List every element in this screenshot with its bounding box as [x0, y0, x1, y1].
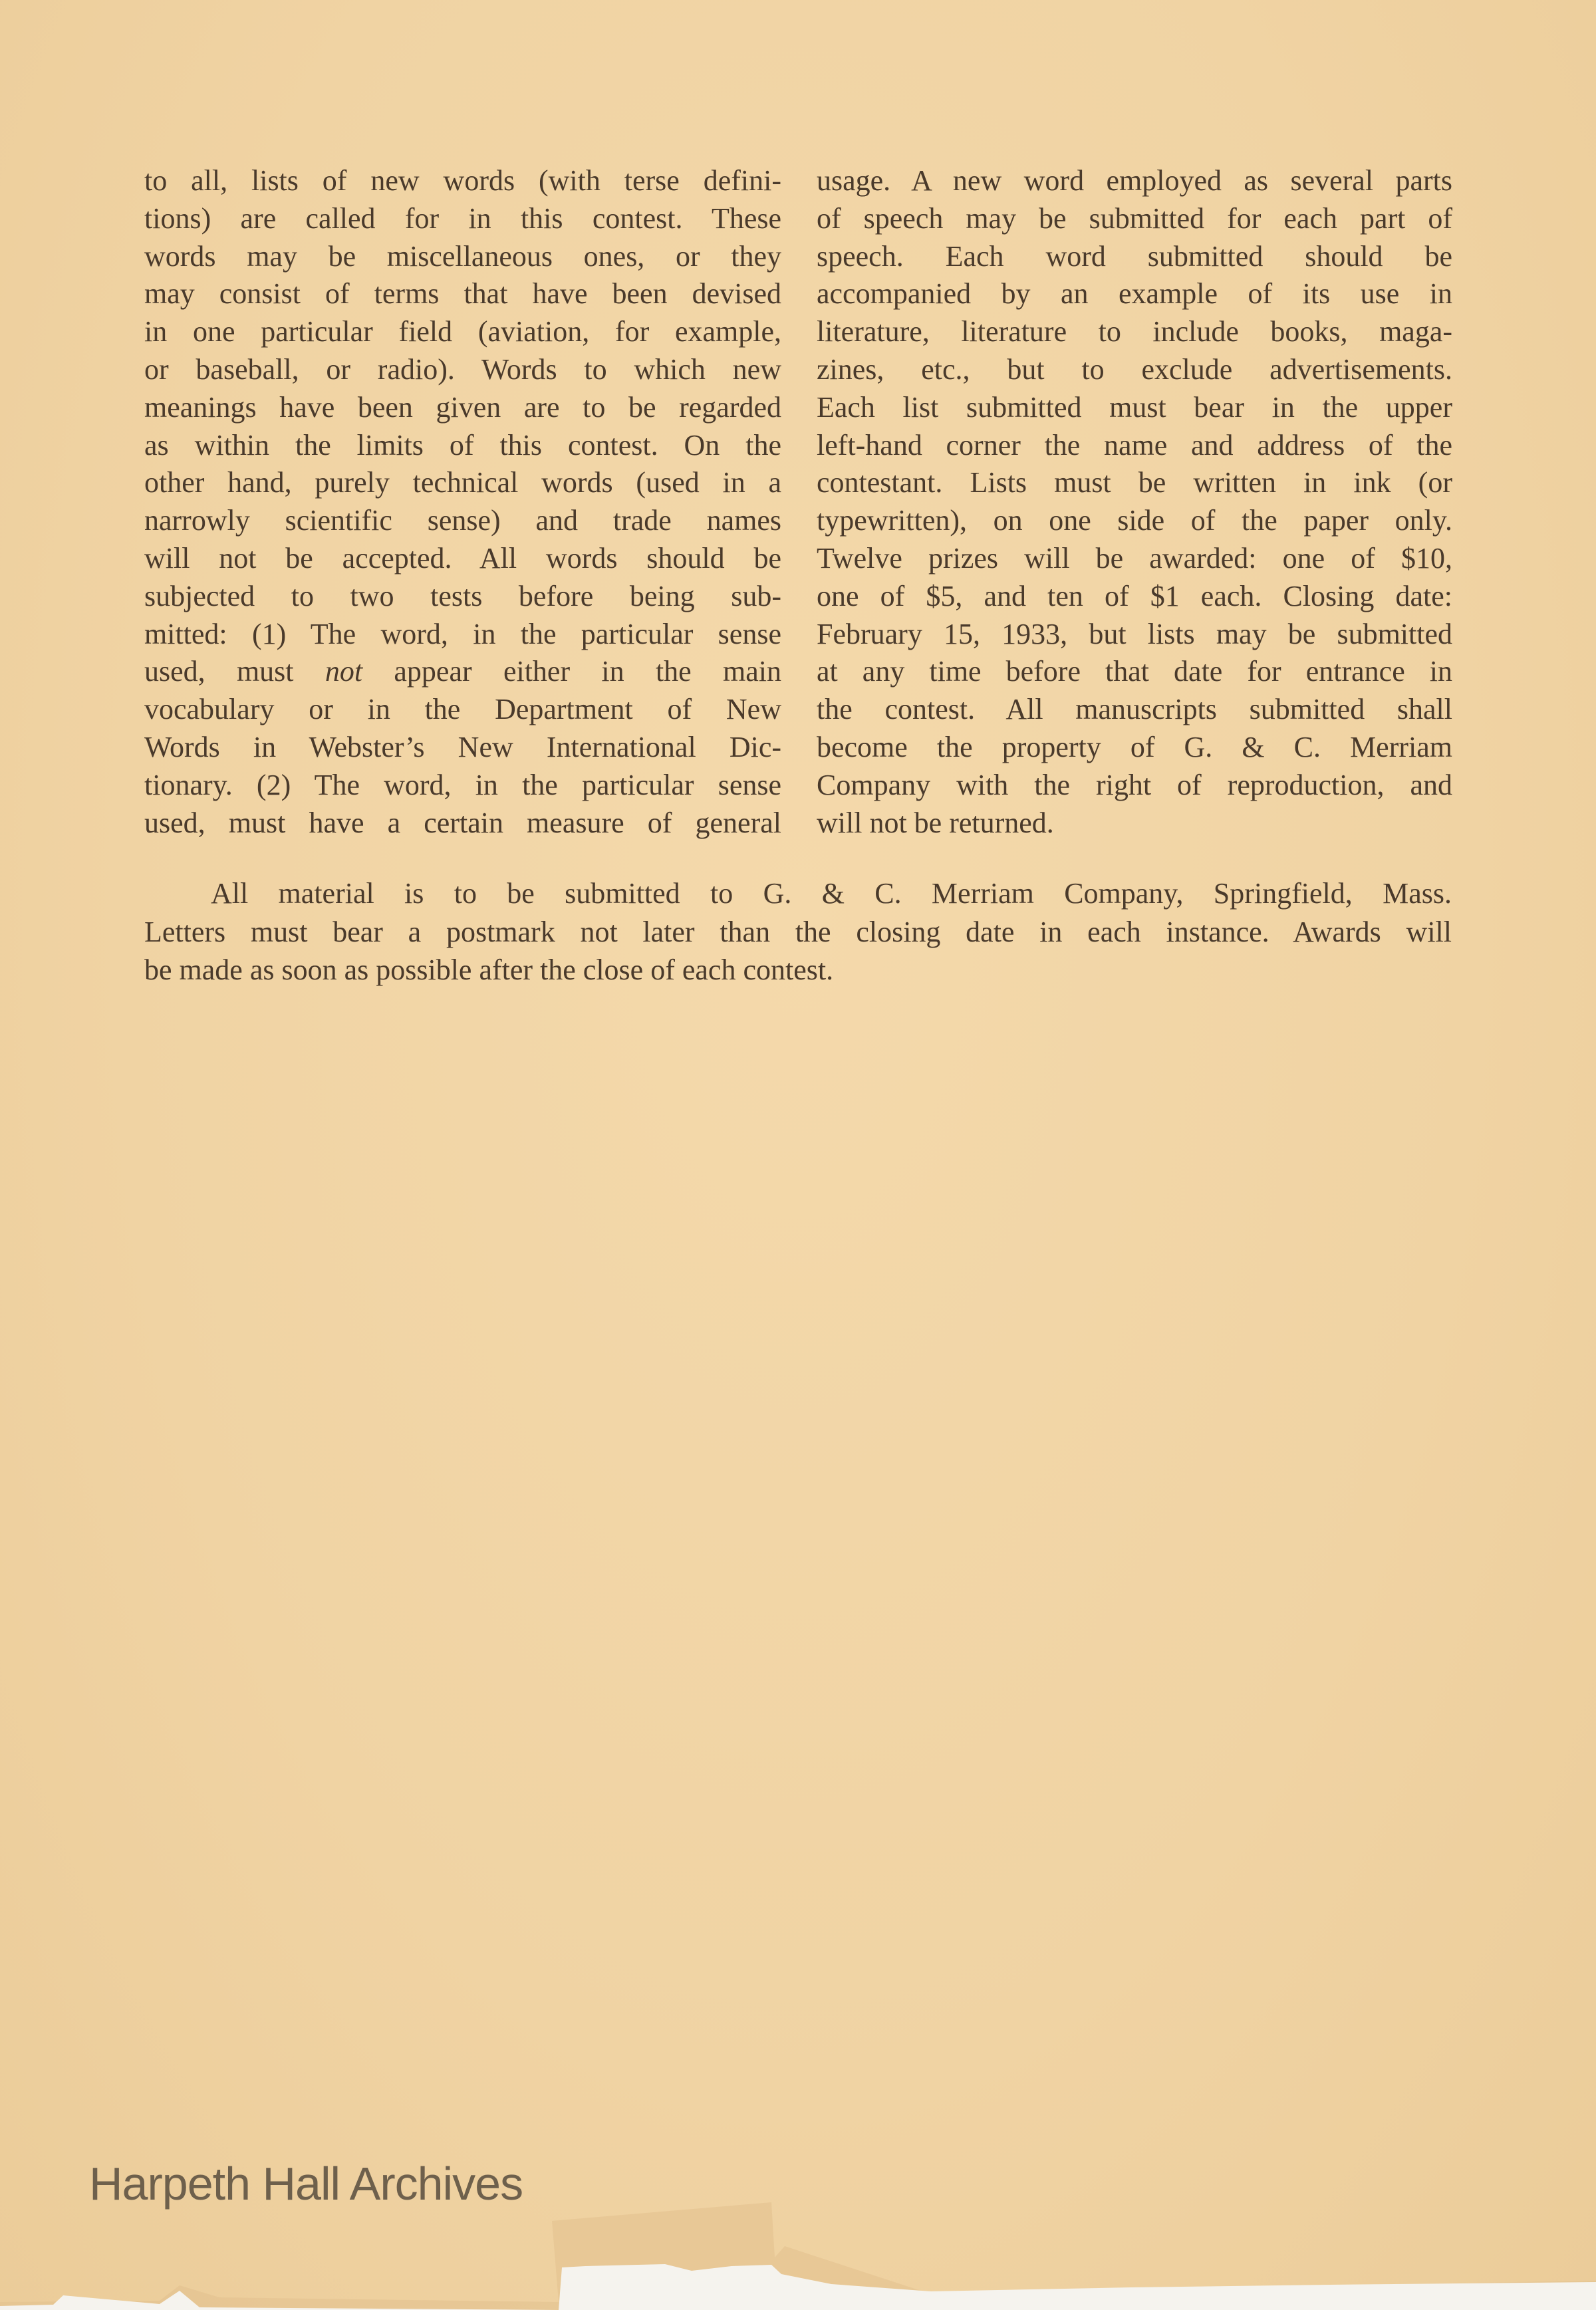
text-line: to all, lists of new words (with terse defini-: [144, 164, 781, 197]
text-line: Twelve prizes will be awarded: one of $10,: [817, 541, 1452, 575]
text-line: used, must have a certain measure of general: [144, 806, 781, 839]
text-line: of speech may be submitted for each part of: [817, 201, 1452, 235]
text-line: All material is to be submitted to G. & C. Merriam Company, Springfield, Mass.: [211, 877, 1452, 910]
text-line: narrowly scientific sense) and trade names: [144, 504, 781, 537]
text-segment: used, must: [144, 655, 294, 688]
text-line: mitted: (1) The word, in the particular sense: [144, 617, 781, 650]
text-line: tions) are called for in this contest. These: [144, 201, 781, 235]
text-line: usage. A new word employed as several parts: [817, 164, 1452, 197]
text-line: Each list submitted must bear in the upper: [817, 390, 1452, 424]
text-line: one of $5, and ten of $1 each. Closing date:: [817, 579, 1452, 612]
archive-watermark: Harpeth Hall Archives: [89, 2158, 523, 2210]
text-line: literature, literature to include books, maga-: [817, 315, 1452, 348]
text-line: typewritten), on one side of the paper only.: [817, 504, 1452, 537]
text-line: words may be miscellaneous ones, or they: [144, 239, 781, 273]
text-line: at any time before that date for entrance in: [817, 655, 1452, 688]
text-line: may consist of terms that have been devised: [144, 277, 781, 311]
text-line: left-hand corner the name and address of the: [817, 428, 1452, 461]
text-line: tionary. (2) The word, in the particular sense: [144, 768, 781, 801]
text-line: as within the limits of this contest. On the: [144, 428, 781, 461]
text-line: will not be accepted. All words should be: [144, 541, 781, 575]
text-line: contestant. Lists must be written in ink (or: [817, 466, 1452, 499]
text-segment: appear either in the main: [394, 655, 782, 688]
text-line: Company with the right of reproduction, and: [817, 768, 1452, 801]
text-line: in one particular field (aviation, for example,: [144, 315, 781, 348]
text-line: speech. Each word submitted should be: [817, 239, 1452, 273]
text-line: accompanied by an example of its use in: [817, 277, 1452, 311]
italic-emphasis: not: [325, 655, 363, 688]
text-line: will not be returned.: [817, 806, 1054, 839]
text-line: vocabulary or in the Department of New: [144, 693, 781, 726]
text-line: or baseball, or radio). Words to which new: [144, 352, 781, 386]
text-line: other hand, purely technical words (used in a: [144, 466, 781, 499]
text-line: become the property of G. & C. Merriam: [817, 730, 1452, 763]
text-line: be made as soon as possible after the close of each contest.: [144, 954, 834, 986]
text-line: zines, etc., but to exclude advertisements.: [817, 352, 1452, 386]
text-line: the contest. All manuscripts submitted shall: [817, 693, 1452, 726]
text-line: Letters must bear a postmark not later than the closing date in each instance. Awards will: [144, 915, 1452, 948]
text-line: subjected to two tests before being sub-: [144, 579, 781, 612]
text-line: Words in Webster’s New International Dic-: [144, 730, 781, 763]
text-line: February 15, 1933, but lists may be submitted: [817, 617, 1452, 650]
text-line: meanings have been given are to be regarded: [144, 390, 781, 424]
